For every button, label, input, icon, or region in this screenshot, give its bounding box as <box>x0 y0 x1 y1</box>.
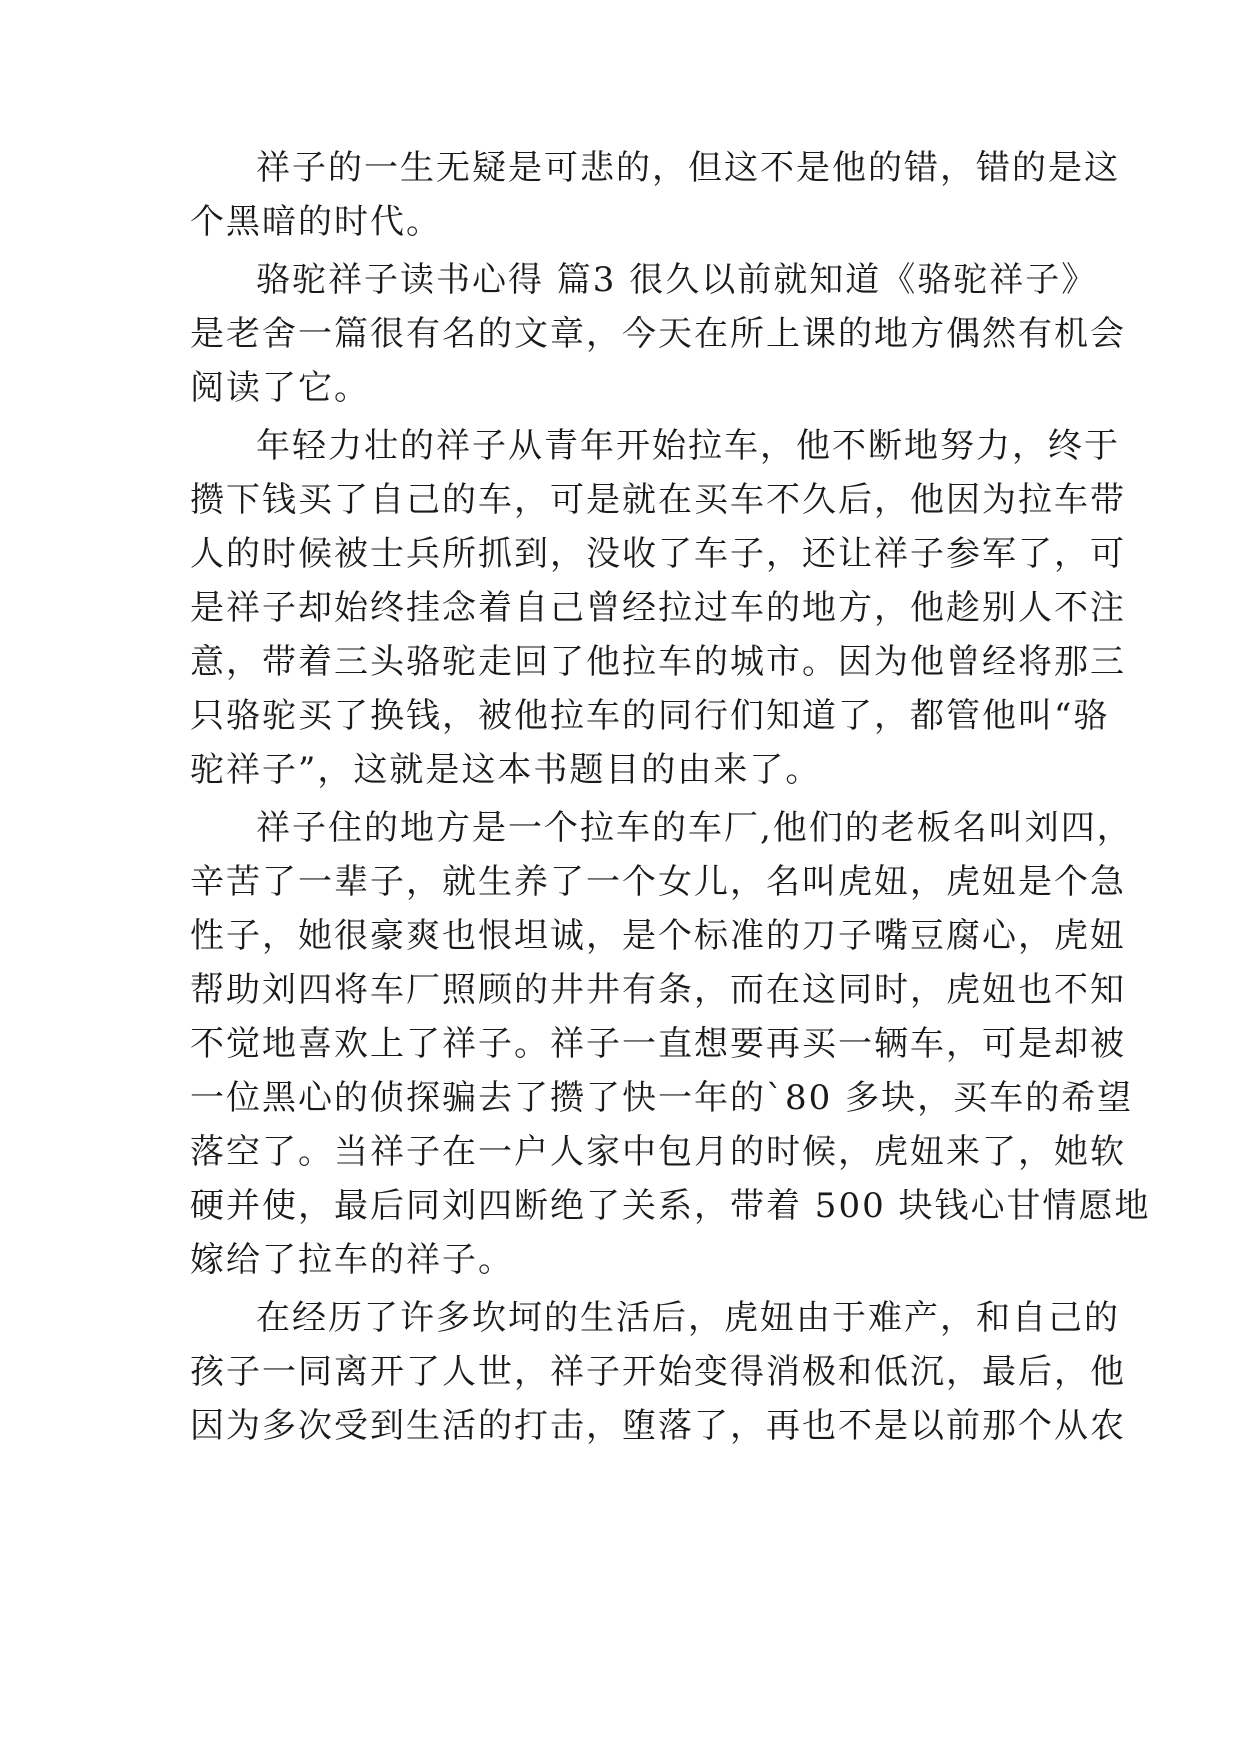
paragraph-line: 在经历了许多坎坷的生活后，虎妞由于难产，和自己的 <box>256 1298 1120 1338</box>
paragraph-line: 攒下钱买了自己的车，可是就在买车不久后，他因为拉车带 <box>190 480 1126 520</box>
paragraph-line: 只骆驼买了换钱，被他拉车的同行们知道了，都管他叫“骆 <box>190 696 1110 736</box>
paragraph-line: 年轻力壮的祥子从青年开始拉车，他不断地努力，终于 <box>256 426 1120 466</box>
section-heading-line: 骆驼祥子读书心得 篇3 很久以前就知道《骆驼祥子》 <box>256 260 1098 300</box>
paragraph-line: 落空了。当祥子在一户人家中包月的时候，虎妞来了，她软 <box>190 1132 1126 1172</box>
paragraph-line: 个黑暗的时代。 <box>190 202 442 242</box>
paragraph-line: 帮助刘四将车厂照顾的井井有条，而在这同时，虎妞也不知 <box>190 970 1126 1010</box>
paragraph-line: 辛苦了一辈子，就生养了一个女儿，名叫虎妞，虎妞是个急 <box>190 862 1126 902</box>
paragraph-line: 硬并使，最后同刘四断绝了关系，带着 500 块钱心甘情愿地 <box>190 1186 1151 1226</box>
paragraph-line: 性子，她很豪爽也恨坦诚，是个标准的刀子嘴豆腐心，虎妞 <box>190 916 1126 956</box>
paragraph-line: 是老舍一篇很有名的文章，今天在所上课的地方偶然有机会 <box>190 314 1126 354</box>
paragraph-line: 嫁给了拉车的祥子。 <box>190 1240 514 1280</box>
paragraph-line: 一位黑心的侦探骗去了攒了快一年的`80 多块，买车的希望 <box>190 1078 1134 1118</box>
paragraph-line: 祥子住的地方是一个拉车的车厂,他们的老板名叫刘四， <box>256 808 1133 848</box>
paragraph-line: 阅读了它。 <box>190 368 370 408</box>
paragraph-line: 祥子的一生无疑是可悲的，但这不是他的错，错的是这 <box>256 148 1120 188</box>
paragraph-line: 驼祥子”，这就是这本书题目的由来了。 <box>190 750 822 790</box>
paragraph-line: 是祥子却始终挂念着自己曾经拉过车的地方，他趁别人不注 <box>190 588 1126 628</box>
paragraph-line: 意，带着三头骆驼走回了他拉车的城市。因为他曾经将那三 <box>190 642 1126 682</box>
paragraph-line: 孩子一同离开了人世，祥子开始变得消极和低沉，最后，他 <box>190 1352 1126 1392</box>
paragraph-line: 因为多次受到生活的打击，堕落了，再也不是以前那个从农 <box>190 1406 1126 1446</box>
paragraph-line: 人的时候被士兵所抓到，没收了车子，还让祥子参军了，可 <box>190 534 1126 574</box>
paragraph-line: 不觉地喜欢上了祥子。祥子一直想要再买一辆车，可是却被 <box>190 1024 1126 1064</box>
